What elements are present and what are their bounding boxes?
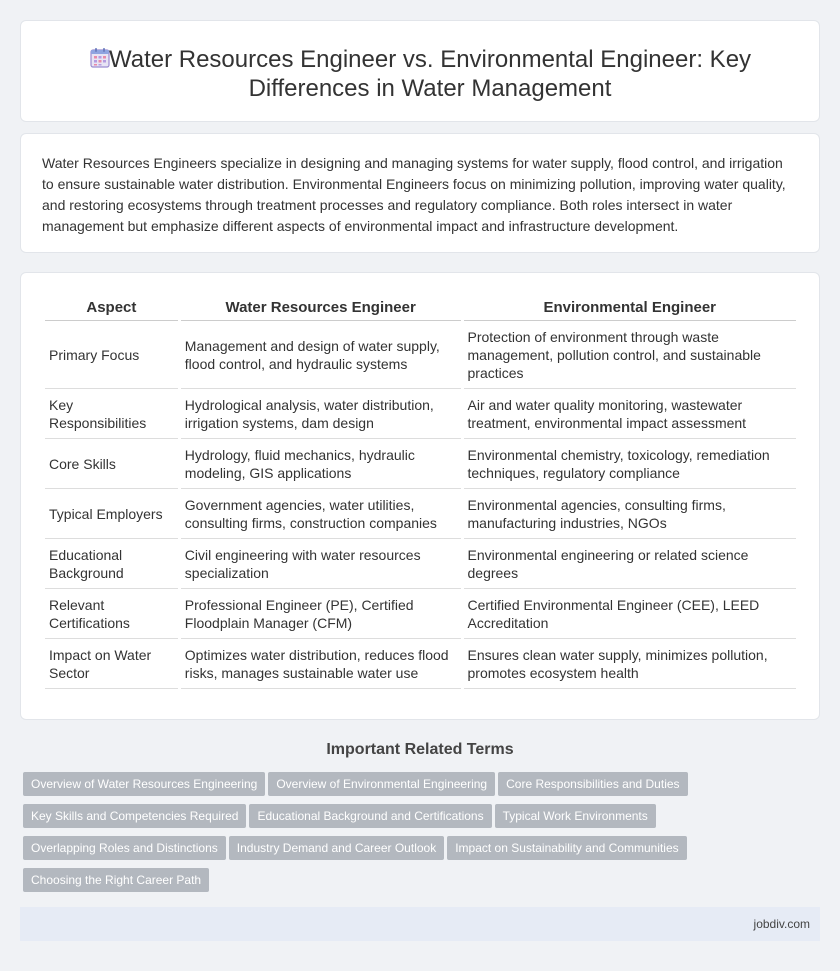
related-terms-heading: Important Related Terms	[326, 741, 514, 758]
row-aspect: Key Responsibilities	[45, 389, 178, 439]
footer	[20, 907, 820, 941]
related-term-tag[interactable]: Impact on Sustainability and Communities	[447, 836, 686, 860]
row-aspect: Educational Background	[45, 539, 178, 589]
row-environmental: Air and water quality monitoring, wastewater treatment, environmental impact assessment	[464, 389, 797, 439]
table-row	[45, 639, 796, 689]
related-term-tag[interactable]: Typical Work Environments	[495, 804, 656, 828]
row-aspect: Typical Employers	[45, 489, 178, 539]
row-water-resources: Optimizes water distribution, reduces flood risks, manages sustainable water use	[181, 639, 461, 689]
table-header-row	[45, 295, 796, 321]
comparison-table	[42, 295, 799, 689]
row-water-resources: Government agencies, water utilities, consulting firms, construction companies	[181, 489, 461, 539]
row-environmental: Environmental chemistry, toxicology, remediation techniques, regulatory compliance	[464, 439, 797, 489]
related-terms-list	[23, 772, 803, 900]
table-row	[45, 489, 796, 539]
row-environmental: Environmental agencies, consulting firms, manufacturing industries, NGOs	[464, 489, 797, 539]
related-term-tag[interactable]: Choosing the Right Career Path	[23, 868, 209, 892]
row-environmental: Ensures clean water supply, minimizes pollution, promotes ecosystem health	[464, 639, 797, 689]
intro-card	[20, 133, 820, 253]
table-row	[45, 439, 796, 489]
related-term-tag[interactable]: Overview of Environmental Engineering	[268, 772, 495, 796]
row-aspect: Relevant Certifications	[45, 589, 178, 639]
row-environmental: Environmental engineering or related science degrees	[464, 539, 797, 589]
table-row	[45, 589, 796, 639]
related-term-tag[interactable]: Core Responsibilities and Duties	[498, 772, 687, 796]
row-aspect: Impact on Water Sector	[45, 639, 178, 689]
table-row	[45, 389, 796, 439]
column-header-aspect: Aspect	[45, 295, 178, 321]
row-environmental: Protection of environment through waste management, pollution control, and sustainable practices	[464, 321, 797, 389]
title-card	[20, 20, 820, 122]
related-term-tag[interactable]: Overlapping Roles and Distinctions	[23, 836, 226, 860]
related-term-tag[interactable]: Key Skills and Competencies Required	[23, 804, 246, 828]
table-row	[45, 539, 796, 589]
comparison-card	[20, 272, 820, 720]
footer-site-link[interactable]: jobdiv.com	[753, 917, 810, 931]
column-header-water-resources: Water Resources Engineer	[181, 295, 461, 321]
row-environmental: Certified Environmental Engineer (CEE), LEED Accreditation	[464, 589, 797, 639]
related-term-tag[interactable]: Overview of Water Resources Engineering	[23, 772, 265, 796]
page-title: Water Resources Engineer vs. Environmental Engineer: Key Differences in Water Management	[108, 46, 752, 102]
row-water-resources: Management and design of water supply, flood control, and hydraulic systems	[181, 321, 461, 389]
row-water-resources: Professional Engineer (PE), Certified Floodplain Manager (CFM)	[181, 589, 461, 639]
table-row	[45, 321, 796, 389]
related-term-tag[interactable]: Educational Background and Certifications	[249, 804, 491, 828]
row-water-resources: Hydrology, fluid mechanics, hydraulic modeling, GIS applications	[181, 439, 461, 489]
row-aspect: Core Skills	[45, 439, 178, 489]
column-header-environmental: Environmental Engineer	[464, 295, 797, 321]
intro-paragraph: Water Resources Engineers specialize in designing and managing systems for water supply, flood control, and irrigation to ensure sustainable water distribution. Environmental Engineers focus on minimizing pollution, improving water quality, and restoring ecosystems through treatment processes and regulatory compliance. Both roles intersect in water management but emphasize different aspects of environmental impact and infrastructure development.	[42, 155, 786, 234]
related-term-tag[interactable]: Industry Demand and Career Outlook	[229, 836, 444, 860]
row-aspect: Primary Focus	[45, 321, 178, 389]
row-water-resources: Civil engineering with water resources specialization	[181, 539, 461, 589]
row-water-resources: Hydrological analysis, water distribution, irrigation systems, dam design	[181, 389, 461, 439]
